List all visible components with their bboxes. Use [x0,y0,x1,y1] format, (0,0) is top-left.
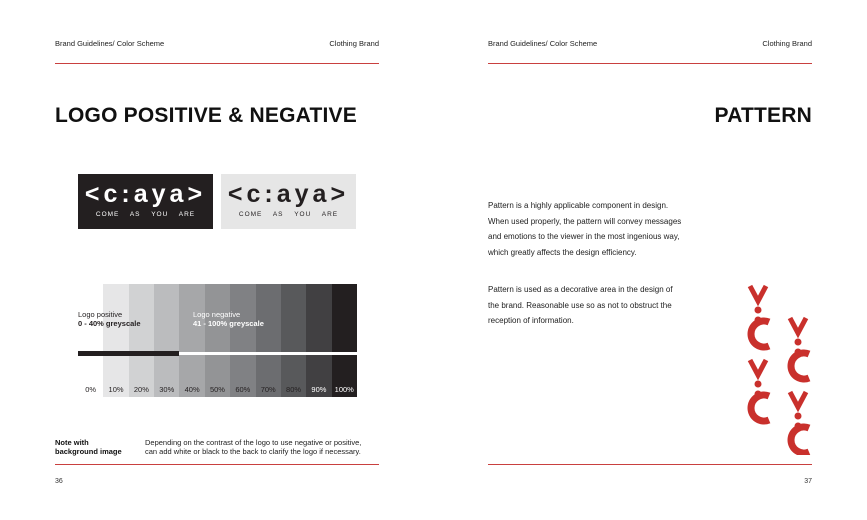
header-left-title: Brand Guidelines/ Color Scheme [488,39,598,48]
greyscale-percent-label: 70% [260,385,276,394]
pattern-paragraph-2: Pattern is used as a decorative area in the design of the brand. Reasonable use so as not to obstruct the reception of information. [488,285,673,325]
note-body: Depending on the contrast of the logo to use negative or positive, can add white or black to the back to clarify the logo if necessary. [145,438,362,456]
greyscale-swatch [281,284,307,397]
greyscale-percent-label: 40% [184,385,200,394]
pattern-motif [750,286,769,347]
pattern-motif [790,392,809,453]
positive-label: Logo positive 0 - 40% greyscale [78,310,141,328]
greyscale-percent-label: 60% [235,385,251,394]
logo-dark [78,174,213,229]
page-number: 36 [55,478,63,485]
greyscale-swatch [179,284,205,397]
greyscale-swatch [230,284,256,397]
greyscale-percent-label: 0% [85,385,97,394]
footer-rule [488,464,812,465]
page-number: 37 [804,478,812,485]
negative-label: Logo negative 41 - 100% greyscale [193,310,264,328]
greyscale-swatch [103,284,129,397]
negative-range-bar [179,352,357,355]
header-right-title: Clothing Brand [329,39,379,48]
greyscale-chart [78,284,357,397]
page-title: PATTERN [714,104,812,127]
logo-light [221,174,356,229]
page-title: LOGO POSITIVE & NEGATIVE [55,104,357,127]
footer-rule [55,464,379,465]
greyscale-swatch [129,284,155,397]
greyscale-percent-label: 90% [311,385,327,394]
greyscale-swatch [256,284,282,397]
greyscale-percent-label: 100% [334,385,354,394]
greyscale-swatch [306,284,332,397]
greyscale-swatch [332,284,358,397]
header-rule [55,63,379,64]
pattern-motif [790,318,809,379]
greyscale-percent-label: 10% [108,385,124,394]
pattern-paragraph-1: Pattern is a highly applicable component in design. When used properly, the pattern will convey messages and emotions to the viewer in the most ingenious way, which greatly affects the design efficiency. [488,201,682,257]
header-rule [488,63,812,64]
greyscale-percent-label: 80% [286,385,302,394]
greyscale-percent-label: 50% [209,385,225,394]
logo-tagline: COME AS YOU ARE [238,211,339,218]
greyscale-percent-label: 20% [133,385,149,394]
greyscale-percent-label: 30% [159,385,175,394]
greyscale-swatch [78,284,104,397]
header-right-title: Clothing Brand [762,39,812,48]
greyscale-swatch [154,284,180,397]
header-left-title: Brand Guidelines/ Color Scheme [55,39,165,48]
note-title: Note with background image [55,438,122,456]
positive-range-bar [78,351,179,356]
pattern-graphic [730,280,820,455]
pattern-motif [750,360,769,421]
logo-wordmark: <c:aya> [227,180,350,208]
greyscale-swatch [205,284,231,397]
logo-wordmark: <c:aya> [84,180,207,208]
logo-tagline: COME AS YOU ARE [95,211,196,218]
